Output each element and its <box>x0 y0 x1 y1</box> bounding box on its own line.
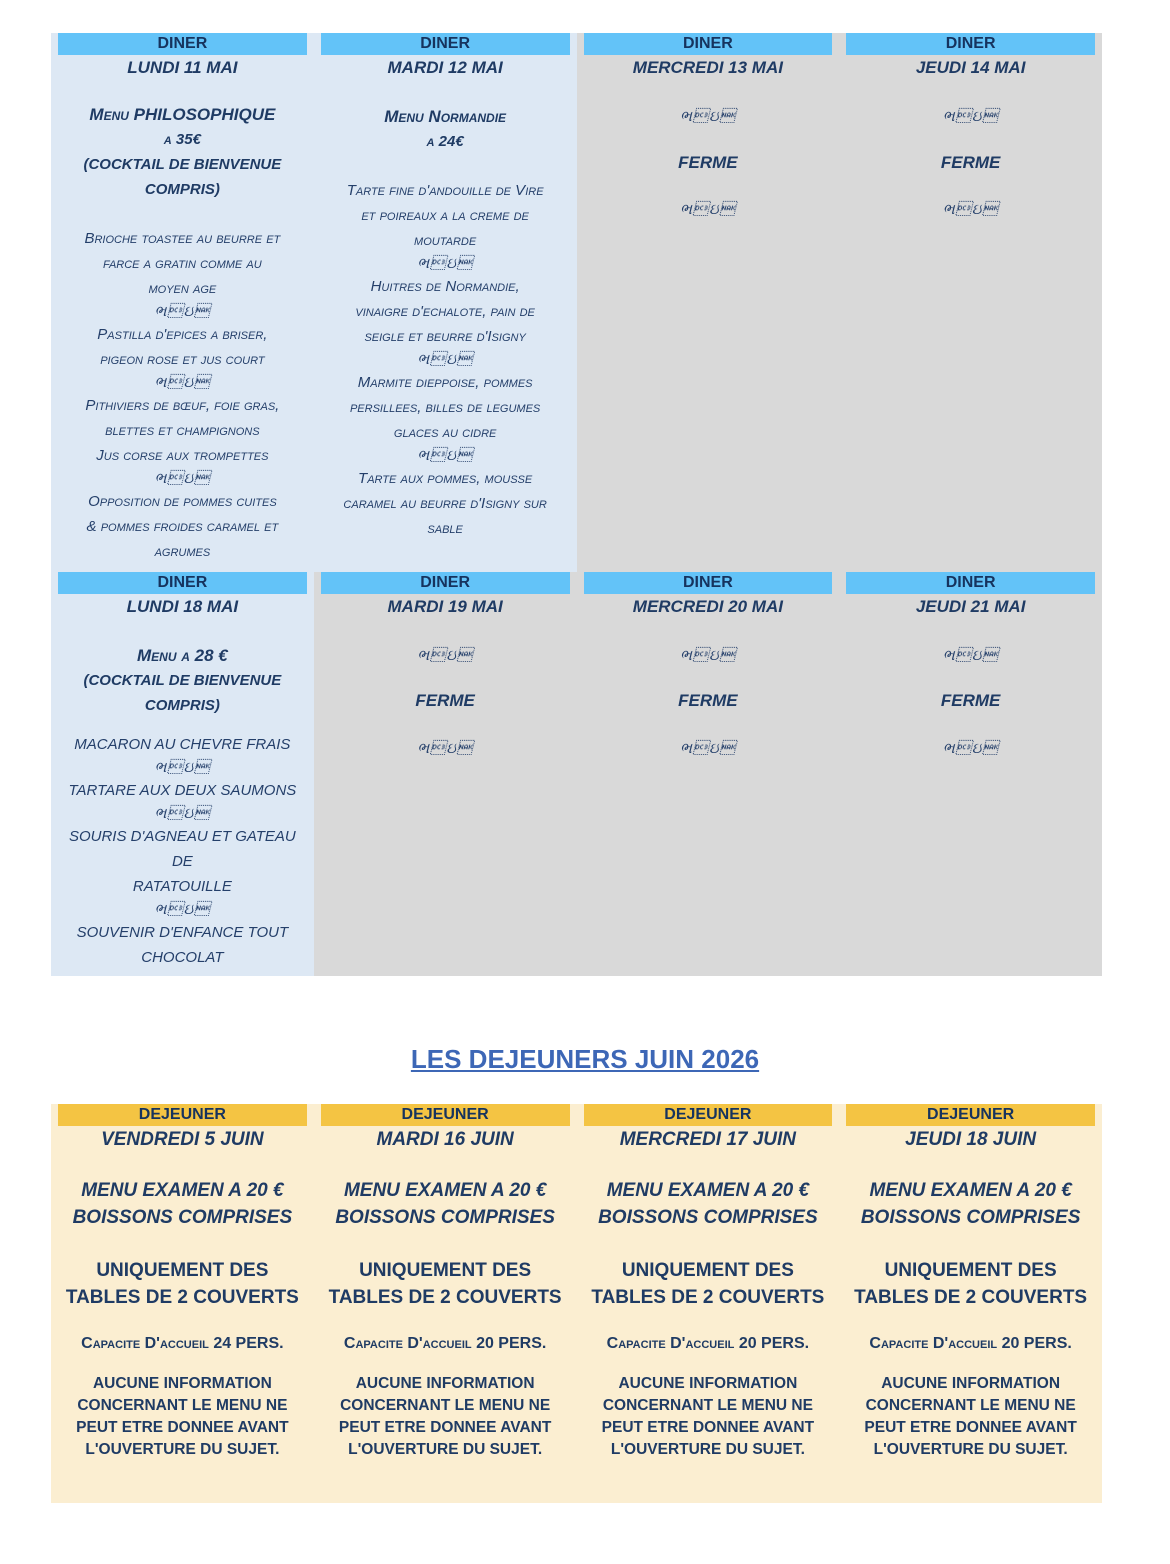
day-header: DINER <box>584 33 833 55</box>
day-date: JEUDI 21 MAI <box>915 597 1026 616</box>
menu-subtitle: COMPRIS) <box>144 697 220 714</box>
ornament-divider: ભઇ <box>680 108 736 125</box>
lunch-header: DEJEUNER <box>846 1104 1095 1126</box>
dish-line: CHOCOLAT <box>141 949 224 966</box>
ornament-divider: ભઇ <box>680 647 736 664</box>
dinner-week-1 <box>51 33 1102 572</box>
menu-title: Menu PHILOSOPHIQUE <box>89 105 276 124</box>
dish-line: Opposition de pommes cuites <box>88 493 277 510</box>
tables-line: UNIQUEMENT DES <box>359 1260 532 1281</box>
dish-line: Tarte fine d'andouille de Vire <box>346 182 544 199</box>
day-card-mercredi-20 <box>577 572 840 976</box>
menu-price: a 35€ <box>163 131 201 148</box>
day-card-jeudi-14 <box>839 33 1102 572</box>
ornament-divider: ભઇ <box>154 759 211 776</box>
lunch-card-jeudi-18 <box>839 1104 1102 1503</box>
day-header: DINER <box>321 572 570 594</box>
ornament-divider: ભઇ <box>417 740 473 757</box>
ornament-divider: ભઇ <box>417 255 473 272</box>
dish-line: vinaigre d'echalote, pain de <box>355 303 535 320</box>
capacity-text: Capacite D'accueil 20 PERS. <box>869 1335 1072 1352</box>
dish-line: TARTARE AUX DEUX SAUMONS <box>68 782 297 799</box>
lunch-date: MARDI 16 JUIN <box>376 1129 514 1150</box>
section-title-text: LES DEJEUNERS JUIN 2026 <box>410 1044 760 1074</box>
day-date: MERCREDI 13 MAI <box>632 58 783 77</box>
day-card-mardi-19 <box>314 572 577 976</box>
dish-line: Pithiviers de bœuf, foie gras, <box>85 397 280 414</box>
menu-line: MENU EXAMEN A 20 € <box>869 1180 1072 1201</box>
dish-line: et poireaux a la creme de <box>361 207 529 224</box>
lunch-header: DEJEUNER <box>584 1104 833 1126</box>
menu-line: BOISSONS COMPRISES <box>860 1207 1081 1228</box>
menu-subtitle: (COCKTAIL DE BIENVENUE <box>83 672 282 689</box>
ornament-divider: ભઇ <box>417 447 473 464</box>
capacity-text: Capacite D'accueil 24 PERS. <box>81 1335 284 1352</box>
day-date: JEUDI 14 MAI <box>915 58 1026 77</box>
info-line: PEUT ETRE DONNEE AVANT <box>338 1419 552 1436</box>
info-line: CONCERNANT LE MENU NE <box>865 1397 1076 1414</box>
ornament-divider: ભઇ <box>942 647 999 664</box>
day-date: MARDI 19 MAI <box>387 597 503 616</box>
lunch-date: VENDREDI 5 JUIN <box>101 1129 264 1150</box>
day-card-mardi-12 <box>314 33 577 572</box>
tables-line: TABLES DE 2 COUVERTS <box>328 1287 562 1308</box>
dish-line: persillees, billes de legumes <box>349 399 541 416</box>
lunch-header: DEJEUNER <box>321 1104 570 1126</box>
dish-line: sable <box>427 520 463 537</box>
day-header: DINER <box>846 572 1095 594</box>
ornament-divider: ભઇ <box>154 805 211 822</box>
menu-line: MENU EXAMEN A 20 € <box>343 1180 547 1201</box>
ornament-divider: ભઇ <box>417 351 473 368</box>
closed-label: FERME <box>415 691 475 710</box>
menu-title: Menu Normandie <box>384 107 507 126</box>
ornament-divider: ભઇ <box>942 740 999 757</box>
day-header: DINER <box>321 33 570 55</box>
dish-line: Marmite dieppoise, pommes <box>357 374 533 391</box>
menu-line: MENU EXAMEN A 20 € <box>606 1180 810 1201</box>
day-header: DINER <box>58 33 307 55</box>
menu-subtitle: COMPRIS) <box>144 181 220 198</box>
day-date: MERCREDI 20 MAI <box>632 597 783 616</box>
dish-line: Pastilla d'epices a briser, <box>97 326 268 343</box>
info-line: L'OUVERTURE DU SUJET. <box>610 1441 805 1458</box>
dish-line: agrumes <box>154 543 211 560</box>
ornament-divider: ભઇ <box>154 303 211 320</box>
section-title <box>0 1044 1170 1075</box>
info-line: AUCUNE INFORMATION <box>618 1375 798 1392</box>
info-line: CONCERNANT LE MENU NE <box>602 1397 813 1414</box>
info-line: AUCUNE INFORMATION <box>881 1375 1061 1392</box>
info-line: AUCUNE INFORMATION <box>355 1375 535 1392</box>
day-date: LUNDI 18 MAI <box>126 597 239 616</box>
tables-line: TABLES DE 2 COUVERTS <box>65 1287 299 1308</box>
capacity-text: Capacite D'accueil 20 PERS. <box>606 1335 810 1352</box>
closed-label: FERME <box>940 153 1001 172</box>
ornament-divider: ભઇ <box>154 374 211 391</box>
day-card-mercredi-13 <box>577 33 840 572</box>
info-line: L'OUVERTURE DU SUJET. <box>85 1441 280 1458</box>
info-line: CONCERNANT LE MENU NE <box>77 1397 288 1414</box>
lunch-date: MERCREDI 17 JUIN <box>619 1129 797 1150</box>
menu-price: a 24€ <box>426 133 464 150</box>
dish-line: RATATOUILLE <box>132 878 232 895</box>
menu-line: BOISSONS COMPRISES <box>335 1207 555 1228</box>
day-header: DINER <box>584 572 833 594</box>
dish-line: glaces au cidre <box>393 424 497 441</box>
dinner-week-2 <box>51 572 1102 976</box>
info-line: PEUT ETRE DONNEE AVANT <box>864 1419 1077 1436</box>
ornament-divider: ભઇ <box>942 201 999 218</box>
ornament-divider: ભઇ <box>680 740 736 757</box>
info-line: PEUT ETRE DONNEE AVANT <box>76 1419 289 1436</box>
closed-label: FERME <box>678 153 738 172</box>
lunch-card-mardi-16 <box>314 1104 577 1503</box>
dish-line: blettes et champignons <box>105 422 260 439</box>
dish-line: moyen age <box>148 280 217 297</box>
menu-subtitle: (COCKTAIL DE BIENVENUE <box>83 156 282 173</box>
menu-title: Menu a 28 € <box>137 646 228 665</box>
ornament-divider: ભઇ <box>942 108 999 125</box>
info-line: PEUT ETRE DONNEE AVANT <box>601 1419 815 1436</box>
dish-line: Huitres de Normandie, <box>370 278 520 295</box>
tables-line: UNIQUEMENT DES <box>884 1260 1057 1281</box>
lunch-header: DEJEUNER <box>58 1104 307 1126</box>
tables-line: UNIQUEMENT DES <box>96 1260 269 1281</box>
dish-line: SOURIS D'AGNEAU ET GATEAU DE <box>68 828 296 870</box>
day-card-lundi-18 <box>51 572 314 976</box>
dish-line: SOUVENIR D'ENFANCE TOUT <box>76 924 289 941</box>
tables-line: TABLES DE 2 COUVERTS <box>854 1287 1088 1308</box>
ornament-divider: ભઇ <box>680 201 736 218</box>
dish-line: moutarde <box>414 232 477 249</box>
ornament-divider: ભઇ <box>154 470 211 487</box>
closed-label: FERME <box>940 691 1001 710</box>
info-line: CONCERNANT LE MENU NE <box>340 1397 551 1414</box>
info-line: L'OUVERTURE DU SUJET. <box>348 1441 543 1458</box>
dish-line: MACARON AU CHEVRE FRAIS <box>74 736 291 753</box>
menu-line: BOISSONS COMPRISES <box>598 1207 818 1228</box>
tables-line: UNIQUEMENT DES <box>621 1260 794 1281</box>
info-line: L'OUVERTURE DU SUJET. <box>873 1441 1068 1458</box>
day-card-lundi-11 <box>51 33 314 572</box>
menu-line: MENU EXAMEN A 20 € <box>81 1180 284 1201</box>
dish-line: Tarte aux pommes, mousse <box>358 470 533 487</box>
day-header: DINER <box>846 33 1095 55</box>
dish-line: & pommes froides caramel et <box>86 518 279 535</box>
ornament-divider: ભઇ <box>154 901 211 918</box>
lunch-date: JEUDI 18 JUIN <box>905 1129 1037 1150</box>
menu-line: BOISSONS COMPRISES <box>72 1207 293 1228</box>
closed-label: FERME <box>678 691 738 710</box>
dish-line: Brioche toastee au beurre et <box>84 230 281 247</box>
day-date: MARDI 12 MAI <box>387 58 503 77</box>
lunch-card-vendredi-5 <box>51 1104 314 1503</box>
dish-line: caramel au beurre d'Isigny sur <box>343 495 547 512</box>
day-header: DINER <box>58 572 307 594</box>
dish-line: pigeon rose et jus court <box>100 351 265 368</box>
tables-line: TABLES DE 2 COUVERTS <box>591 1287 825 1308</box>
lunch-card-mercredi-17 <box>577 1104 840 1503</box>
dish-line: seigle et beurre d'Isigny <box>364 328 526 345</box>
capacity-text: Capacite D'accueil 20 PERS. <box>343 1335 547 1352</box>
info-line: AUCUNE INFORMATION <box>92 1375 272 1392</box>
lunch-grid <box>51 1104 1102 1503</box>
ornament-divider: ભઇ <box>417 647 473 664</box>
dish-line: Jus corse aux trompettes <box>96 447 269 464</box>
day-date: LUNDI 11 MAI <box>127 58 238 77</box>
dish-line: farce a gratin comme au <box>103 255 262 272</box>
day-card-jeudi-21 <box>839 572 1102 976</box>
